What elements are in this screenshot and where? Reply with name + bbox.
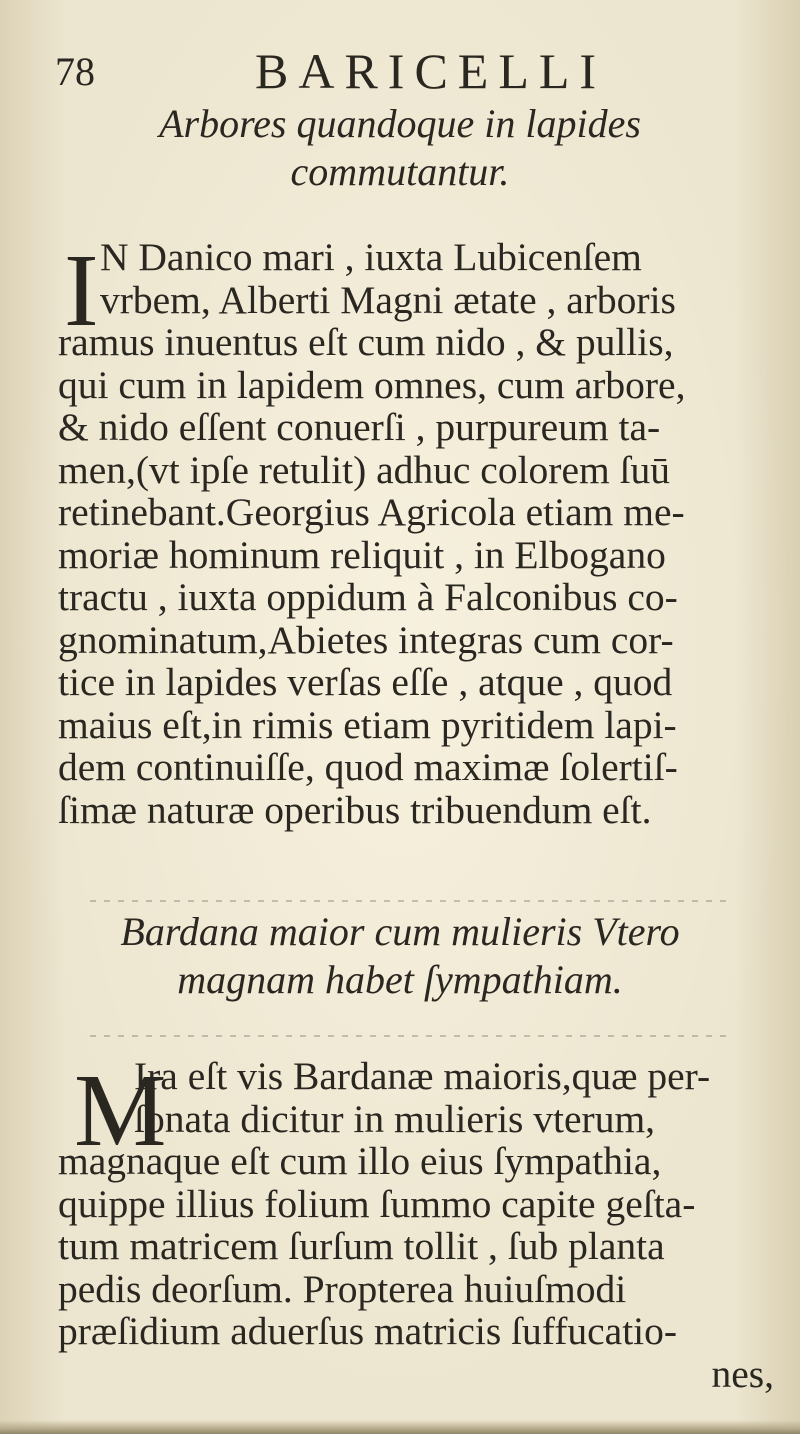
section-title-line: magnam habet ſympathiam. [177, 957, 623, 1002]
running-head: BARICELLI [255, 43, 607, 99]
text-line: men,(vt ipſe retulit) adhuc colorem ſuū [58, 447, 671, 492]
bleed-through-line [90, 1035, 730, 1037]
page-header [55, 38, 755, 98]
paragraph-arbores [58, 233, 774, 832]
text-line: retinebant.Georgius Agricola etiam me- [58, 490, 685, 534]
text-line: N Danico mari , iuxta Lubicenſem [100, 235, 642, 279]
text-line: ſimæ naturæ operibus tribuendum eſt. [58, 787, 652, 832]
section-title-bardana [0, 908, 800, 1004]
text-line: moriæ hominum reliquit , in Elbogano [58, 532, 666, 577]
text-line: præſidium aduerſus matricis ſuffucatio- [58, 1309, 678, 1353]
drop-cap: I [64, 233, 99, 348]
section-title-line: Arbores quandoque in lapides [159, 101, 641, 146]
text-line: gnominatum,Abietes integras cum cor- [58, 617, 674, 662]
text-line: & nido eſſent conuerſi , purpureum ta- [58, 405, 661, 449]
page-bottom-edge [0, 1420, 800, 1434]
text-line: vrbem, Alberti Magni ætate , arboris [100, 277, 676, 322]
text-line: tractu , iuxta oppidum à Falconibus co- [58, 575, 678, 619]
text-line: quippe illius folium ſummo capite geſta- [58, 1181, 696, 1226]
section-title-arbores [0, 100, 800, 196]
bleed-through-line [90, 900, 730, 902]
section-title-line: Bardana maior cum mulieris Vtero [120, 909, 680, 954]
text-line: nes, [711, 1351, 774, 1396]
paragraph-bardana [58, 1055, 774, 1395]
text-line: tum matricem ſurſum tollit , ſub planta [58, 1224, 665, 1268]
text-line: magnaque eſt cum illo eius ſympathia, [58, 1139, 662, 1183]
drop-cap: M [74, 1053, 167, 1168]
text-line: maius eſt,in rimis etiam pyritidem lapi- [58, 702, 677, 747]
text-line: qui cum in lapidem omnes, cum arbore, [58, 362, 686, 407]
text-line: pedis deorſum. Propterea huiuſmodi [58, 1266, 627, 1311]
text-line: dem continuiſſe, quod maximæ ſolertiſ- [58, 745, 678, 789]
page-number: 78 [55, 49, 95, 94]
text-line: Ira eſt vis Bardanæ maioris,quæ per- [134, 1054, 711, 1098]
text-line: ſonata dicitur in mulieris vterum, [134, 1096, 656, 1141]
section-title-line: commutantur. [290, 149, 510, 194]
text-line: ramus inuentus eſt cum nido , & pullis, [58, 320, 674, 364]
text-line: tice in lapides verſas eſſe , atque , quod [58, 660, 673, 704]
